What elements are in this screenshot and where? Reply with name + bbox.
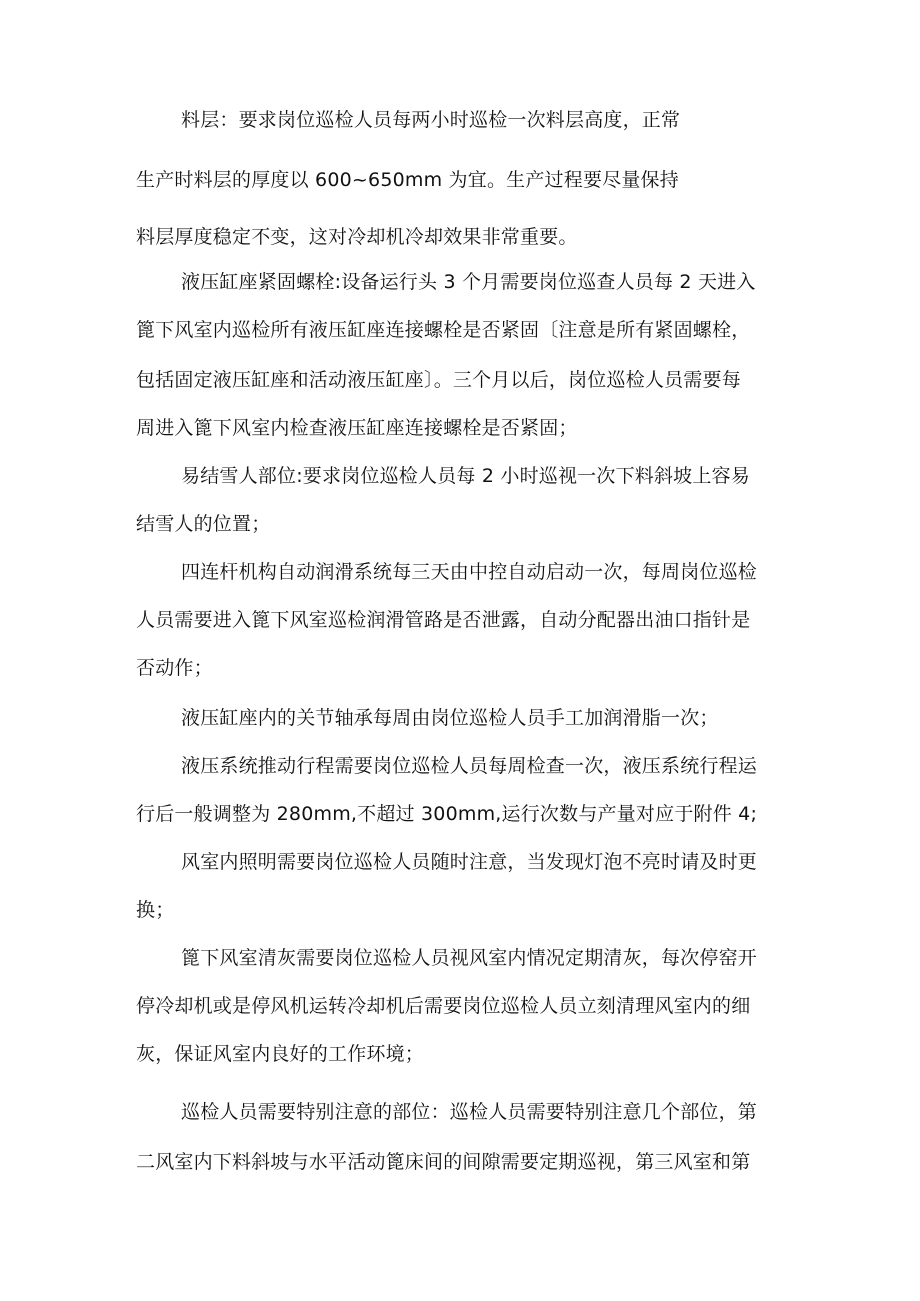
paragraph-1-line-2: 生产时料层的厚度以 600~650mm 为宜。生产过程要尽量保持 [136, 169, 679, 191]
paragraph-4-line-3: 否动作； [136, 657, 213, 679]
paragraph-7-line-1: 风室内照明需要岗位巡检人员随时注意，当发现灯泡不亮时请及时更 [181, 851, 758, 873]
paragraph-1-line-1: 料层：要求岗位巡检人员每两小时巡检一次料层高度，正常 [181, 109, 681, 131]
paragraph-3-line-2: 结雪人的位置； [136, 513, 271, 535]
paragraph-1-line-3: 料层厚度稳定不变，这对冷却机冷却效果非常重要。 [136, 226, 578, 248]
paragraph-9-line-2: 二风室内下料斜坡与水平活动篦床间的间隙需要定期巡视，第三风室和第 [136, 1151, 751, 1173]
paragraph-4-line-1: 四连杆机构自动润滑系统每三天由中控自动启动一次，每周岗位巡检 [181, 561, 758, 583]
paragraph-6-line-1: 液压系统推动行程需要岗位巡检人员每周检查一次，液压系统行程运 [181, 755, 758, 777]
paragraph-5-line-1: 液压缸座内的关节轴承每周由岗位巡检人员手工加润滑脂一次； [181, 707, 719, 729]
paragraph-6-line-2: 行后一般调整为 280mm,不超过 300mm,运行次数与产量对应于附件 4; [136, 803, 758, 825]
paragraph-8-line-1: 篦下风室清灰需要岗位巡检人员视风室内情况定期清灰，每次停窑开 [181, 947, 758, 969]
paragraph-7-line-2: 换； [136, 899, 175, 921]
paragraph-8-line-3: 灰，保证风室内良好的工作环境； [136, 1043, 425, 1065]
paragraph-8-line-2: 停冷却机或是停风机运转冷却机后需要岗位巡检人员立刻清理风室内的细 [136, 995, 751, 1017]
paragraph-9-line-1: 巡检人员需要特别注意的部位：巡检人员需要特别注意几个部位，第 [181, 1101, 758, 1123]
paragraph-3-line-1: 易结雪人部位:要求岗位巡检人员每 2 小时巡视一次下料斜坡上容易 [181, 465, 750, 487]
paragraph-2-line-3: 包括固定液压缸座和活动液压缸座〕。三个月以后，岗位巡检人员需要每 [136, 369, 741, 391]
paragraph-2-line-1: 液压缸座紧固螺栓:设备运行头 3 个月需要岗位巡查人员每 2 天进入 [181, 271, 756, 293]
paragraph-2-line-2: 篦下风室内巡检所有液压缸座连接螺栓是否紧固〔注意是所有紧固螺栓， [136, 319, 751, 341]
paragraph-4-line-2: 人员需要进入篦下风室巡检润滑管路是否泄露，自动分配器出油口指针是 [136, 609, 751, 631]
paragraph-2-line-4: 周进入篦下风室内检查液压缸座连接螺栓是否紧固； [136, 417, 578, 439]
